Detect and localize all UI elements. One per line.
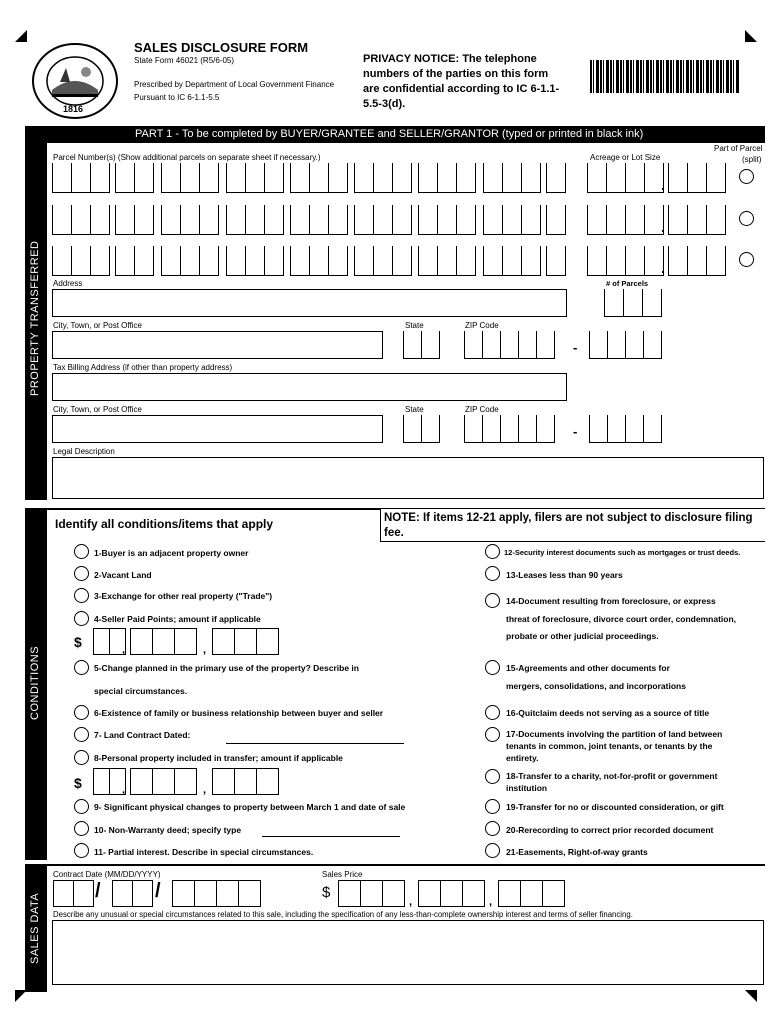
zip-plus4-cell[interactable] xyxy=(607,331,626,359)
amount-digit-cell[interactable] xyxy=(212,628,235,655)
parcel-digit-cell[interactable] xyxy=(52,246,72,276)
price-comma: , xyxy=(489,896,493,908)
amount-digit-cell[interactable] xyxy=(174,768,197,795)
sidebar-conditions xyxy=(25,508,47,860)
sidebar-label-conditions: CONDITIONS xyxy=(29,645,41,720)
condition-1: 1-Buyer is an adjacent property owner xyxy=(94,548,249,558)
special-circumstances-input[interactable] xyxy=(52,920,764,985)
acreage-digit-cell[interactable] xyxy=(687,163,707,193)
parcel-digit-cell[interactable] xyxy=(521,246,541,276)
condition-6: 6-Existence of family or business relationship between buyer and seller xyxy=(94,708,384,718)
condition-15: 15-Agreements and other documents for xyxy=(506,663,670,673)
parcel-digit-cell[interactable] xyxy=(71,163,91,193)
price-comma: , xyxy=(409,896,413,908)
barcode xyxy=(590,60,740,93)
contract-year-cell[interactable] xyxy=(172,880,195,907)
date-slash: / xyxy=(155,880,161,902)
condition-checkbox-right[interactable] xyxy=(485,821,500,836)
condition-16: 16-Quitclaim deeds not serving as a source of title xyxy=(506,708,710,718)
parcel-digit-cell[interactable] xyxy=(502,246,522,276)
amount-comma: , xyxy=(122,784,126,796)
acreage-digit-cell[interactable] xyxy=(587,246,607,276)
sidebar-label-sales: SALES DATA xyxy=(29,892,41,964)
land-contract-date-line[interactable] xyxy=(226,732,404,744)
condition-5: 5-Change planned in the primary use of the property? Describe in xyxy=(94,663,359,673)
parcel-digit-cell[interactable] xyxy=(456,246,476,276)
zip-cell[interactable] xyxy=(536,331,555,359)
parcel-digit-cell[interactable] xyxy=(245,205,265,235)
amount-digit-cell[interactable] xyxy=(152,768,175,795)
state-cell[interactable] xyxy=(421,415,440,443)
sales-price-digit-cell[interactable] xyxy=(520,880,543,907)
parcel-digit-cell[interactable] xyxy=(52,163,72,193)
zip-label: ZIP Code xyxy=(465,321,499,330)
contract-month-cell[interactable] xyxy=(53,880,74,907)
split-label: (split) xyxy=(742,155,762,164)
condition-checkbox-right[interactable] xyxy=(485,727,500,742)
parcel-digit-cell[interactable] xyxy=(245,163,265,193)
amount-digit-cell[interactable] xyxy=(130,768,153,795)
amount-digit-cell[interactable] xyxy=(212,768,235,795)
parcel-digit-cell[interactable] xyxy=(264,163,284,193)
parcel-digit-cell[interactable] xyxy=(328,246,348,276)
sales-price-digit-cell[interactable] xyxy=(498,880,521,907)
condition-18-line-2: institution xyxy=(506,783,548,793)
condition-5-continued: special circumstances. xyxy=(94,686,188,696)
zip-cell[interactable] xyxy=(536,415,555,443)
parcel-digit-cell[interactable] xyxy=(392,163,412,193)
condition-15-line-2: mergers, consolidations, and incorporations xyxy=(506,681,686,691)
pursuant-statute: Pursuant to IC 6-1.1-5.5 xyxy=(134,93,220,102)
sales-price-digit-cell[interactable] xyxy=(440,880,463,907)
acreage-decimal-point: . xyxy=(661,219,665,235)
condition-checkbox-left[interactable] xyxy=(74,660,89,675)
parcel-digit-cell[interactable] xyxy=(392,205,412,235)
state-cell[interactable] xyxy=(403,331,422,359)
parcel-digit-cell[interactable] xyxy=(437,205,457,235)
contract-year-cell[interactable] xyxy=(216,880,239,907)
conditions-note-text: NOTE: If items 12-21 apply, filers are not subject to disclosure filing fee. xyxy=(384,512,753,539)
condition-checkbox-left[interactable] xyxy=(74,843,89,858)
state-cell[interactable] xyxy=(403,415,422,443)
tax-billing-label: Tax Billing Address (if other than property address) xyxy=(53,363,233,372)
parcel-digit-cell[interactable] xyxy=(180,246,200,276)
sales-price-digit-cell[interactable] xyxy=(418,880,441,907)
zip-dash: - xyxy=(573,340,578,355)
contract-month-cell[interactable] xyxy=(73,880,94,907)
parcel-digit-cell[interactable] xyxy=(502,205,522,235)
part-of-parcel-split-checkbox[interactable] xyxy=(739,211,754,226)
zip-label-2: ZIP Code xyxy=(465,405,499,414)
parcel-digit-cell[interactable] xyxy=(290,205,310,235)
parcel-digit-cell[interactable] xyxy=(199,246,219,276)
parcel-digit-cell[interactable] xyxy=(226,205,246,235)
acreage-digit-cell[interactable] xyxy=(625,205,645,235)
parcel-digit-cell[interactable] xyxy=(115,163,135,193)
legal-description-input[interactable] xyxy=(52,457,764,499)
amount-digit-cell[interactable] xyxy=(234,628,257,655)
parcel-digit-cell[interactable] xyxy=(226,246,246,276)
parcel-digit-cell[interactable] xyxy=(226,163,246,193)
acreage-label: Acreage or Lot Size xyxy=(590,153,661,162)
zip-plus4-cell[interactable] xyxy=(643,415,662,443)
parcel-digit-cell[interactable] xyxy=(456,205,476,235)
acreage-digit-cell[interactable] xyxy=(625,246,645,276)
zip-cell[interactable] xyxy=(482,415,501,443)
condition-checkbox-left[interactable] xyxy=(74,727,89,742)
parcel-digit-cell[interactable] xyxy=(161,205,181,235)
condition-21: 21-Easements, Right-of-way grants xyxy=(506,847,648,857)
part1-banner-text: PART 1 - To be completed by BUYER/GRANTEE and SELLER/GRANTOR (typed or printed in black ink) xyxy=(135,128,644,140)
corner-mark-top-left xyxy=(15,30,27,42)
parcel-digit-cell[interactable] xyxy=(52,205,72,235)
acreage-digit-cell[interactable] xyxy=(668,246,688,276)
num-parcels-label: # of Parcels xyxy=(606,279,649,288)
conditions-heading: Identify all conditions/items that apply xyxy=(55,517,274,531)
parcel-digit-cell[interactable] xyxy=(90,205,110,235)
dollar-sign-4: $ xyxy=(74,634,82,650)
city-input[interactable] xyxy=(52,331,383,359)
parcel-digit-cell[interactable] xyxy=(264,205,284,235)
amount-digit-cell[interactable] xyxy=(152,628,175,655)
condition-10: 10- Non-Warranty deed; specify type xyxy=(94,825,242,835)
parcel-digit-cell[interactable] xyxy=(134,163,154,193)
condition-checkbox-right[interactable] xyxy=(485,593,500,608)
parcel-numbers-label: Parcel Number(s) (Show additional parcels on separate sheet if necessary.) xyxy=(53,153,321,162)
condition-2: 2-Vacant Land xyxy=(94,570,152,580)
acreage-decimal-point: . xyxy=(661,177,665,193)
acreage-decimal-point: . xyxy=(661,260,665,276)
amount-digit-cell[interactable] xyxy=(174,628,197,655)
form-title: SALES DISCLOSURE FORM xyxy=(134,40,309,55)
parcel-digit-cell[interactable] xyxy=(354,163,374,193)
zip-cell[interactable] xyxy=(500,331,519,359)
sales-price-dollar: $ xyxy=(322,884,331,901)
city-label-2: City, Town, or Post Office xyxy=(53,405,142,414)
parcel-digit-cell[interactable] xyxy=(502,163,522,193)
condition-checkbox-right[interactable] xyxy=(485,566,500,581)
parcel-digit-cell[interactable] xyxy=(373,163,393,193)
parcel-digit-cell[interactable] xyxy=(418,163,438,193)
num-parcels-cell[interactable] xyxy=(623,289,643,317)
part-of-parcel-label: Part of Parcel xyxy=(714,144,763,153)
condition-7: 7- Land Contract Dated: xyxy=(94,730,191,740)
parcel-digit-cell[interactable] xyxy=(546,163,566,193)
state-label-2: State xyxy=(405,405,424,414)
parcel-digit-cell[interactable] xyxy=(521,163,541,193)
condition-checkbox-right[interactable] xyxy=(485,660,500,675)
parcel-digit-cell[interactable] xyxy=(483,205,503,235)
acreage-digit-cell[interactable] xyxy=(606,163,626,193)
condition-checkbox-left[interactable] xyxy=(74,566,89,581)
parcel-digit-cell[interactable] xyxy=(180,205,200,235)
dollar-sign-8: $ xyxy=(74,775,82,791)
zip-cell[interactable] xyxy=(518,415,537,443)
acreage-digit-cell[interactable] xyxy=(625,163,645,193)
zip-plus4-cell[interactable] xyxy=(643,331,662,359)
condition-18: 18-Transfer to a charity, not-for-profit or government xyxy=(506,771,718,781)
condition-checkbox-left[interactable] xyxy=(74,588,89,603)
privacy-notice: PRIVACY NOTICE: The telephone numbers of the parties on this form are confidential according to IC 6-1.1-5.5-3(d). xyxy=(363,53,560,110)
contract-year-cell[interactable] xyxy=(238,880,261,907)
corner-mark-top-right xyxy=(745,30,757,42)
condition-19: 19-Transfer for no or discounted consideration, or gift xyxy=(506,802,724,812)
zip-plus4-cell[interactable] xyxy=(607,415,626,443)
sidebar-property-transferred xyxy=(25,126,47,500)
contract-day-cell[interactable] xyxy=(112,880,133,907)
city-label: City, Town, or Post Office xyxy=(53,321,142,330)
zip-cell[interactable] xyxy=(464,415,483,443)
acreage-digit-cell[interactable] xyxy=(587,163,607,193)
amount-comma: , xyxy=(203,784,207,796)
condition-checkbox-right[interactable] xyxy=(485,843,500,858)
seal-year: 1816 xyxy=(63,104,84,114)
zip-plus4-cell[interactable] xyxy=(625,331,644,359)
legal-description-label: Legal Description xyxy=(53,447,115,456)
condition-17: 17-Documents involving the partition of land between xyxy=(506,729,723,739)
condition-17-line-2: tenants in common, joint tenants, or tenants by the xyxy=(506,741,713,751)
acreage-digit-cell[interactable] xyxy=(706,205,726,235)
tax-billing-address-input[interactable] xyxy=(52,373,567,401)
sales-price-digit-cell[interactable] xyxy=(382,880,405,907)
num-parcels-cell[interactable] xyxy=(642,289,662,317)
condition-4: 4-Seller Paid Points; amount if applicable xyxy=(94,614,261,624)
describe-circumstances-label: Describe any unusual or special circumstances related to this sale, including the specification of any less-than-complete ownership interest and terms of seller financing. xyxy=(53,910,633,919)
condition-14: 14-Document resulting from foreclosure, or express xyxy=(506,596,716,606)
condition-checkbox-right[interactable] xyxy=(485,769,500,784)
contract-day-cell[interactable] xyxy=(132,880,153,907)
condition-8: 8-Personal property included in transfer; amount if applicable xyxy=(94,753,343,763)
part-of-parcel-split-checkbox[interactable] xyxy=(739,252,754,267)
parcel-digit-cell[interactable] xyxy=(161,163,181,193)
deed-type-line[interactable] xyxy=(262,826,400,837)
sales-price-digit-cell[interactable] xyxy=(360,880,383,907)
condition-11: 11- Partial interest. Describe in special circumstances. xyxy=(94,847,314,857)
parcel-digit-cell[interactable] xyxy=(521,205,541,235)
state-seal xyxy=(30,42,120,120)
state-form-number: State Form 46021 (R5/6-05) xyxy=(134,56,235,65)
sales-top-rule xyxy=(47,864,765,866)
parcel-digit-cell[interactable] xyxy=(437,246,457,276)
corner-mark-bottom-right xyxy=(745,990,757,1002)
zip-plus4-cell[interactable] xyxy=(589,415,608,443)
sales-price-digit-cell[interactable] xyxy=(462,880,485,907)
condition-14-line-3: probate or other judicial proceedings. xyxy=(506,631,659,641)
zip-cell[interactable] xyxy=(464,331,483,359)
parcel-digit-cell[interactable] xyxy=(309,205,329,235)
acreage-digit-cell[interactable] xyxy=(706,163,726,193)
parcel-digit-cell[interactable] xyxy=(354,246,374,276)
parcel-digit-cell[interactable] xyxy=(115,205,135,235)
sales-price-label: Sales Price xyxy=(322,870,363,879)
address-label: Address xyxy=(53,279,83,288)
condition-20: 20-Rerecording to correct prior recorded document xyxy=(506,825,714,835)
acreage-digit-cell[interactable] xyxy=(587,205,607,235)
amount-comma: , xyxy=(122,644,126,656)
acreage-digit-cell[interactable] xyxy=(606,205,626,235)
condition-checkbox-left[interactable] xyxy=(74,705,89,720)
acreage-digit-cell[interactable] xyxy=(687,205,707,235)
condition-checkbox-left[interactable] xyxy=(74,750,89,765)
parcel-digit-cell[interactable] xyxy=(90,246,110,276)
amount-digit-cell[interactable] xyxy=(256,628,279,655)
parcel-digit-cell[interactable] xyxy=(546,205,566,235)
state-cell[interactable] xyxy=(421,331,440,359)
parcel-digit-cell[interactable] xyxy=(309,246,329,276)
parcel-digit-cell[interactable] xyxy=(71,246,91,276)
city-input-2[interactable] xyxy=(52,415,383,443)
amount-digit-cell[interactable] xyxy=(234,768,257,795)
parcel-digit-cell[interactable] xyxy=(180,163,200,193)
prescribed-by: Prescribed by Department of Local Government Finance xyxy=(134,80,335,89)
zip-dash: - xyxy=(573,424,578,439)
address-input[interactable] xyxy=(52,289,567,317)
zip-cell[interactable] xyxy=(500,415,519,443)
parcel-digit-cell[interactable] xyxy=(373,246,393,276)
parcel-digit-cell[interactable] xyxy=(264,246,284,276)
acreage-digit-cell[interactable] xyxy=(687,246,707,276)
parcel-digit-cell[interactable] xyxy=(290,246,310,276)
condition-13: 13-Leases less than 90 years xyxy=(506,570,623,580)
acreage-digit-cell[interactable] xyxy=(668,163,688,193)
condition-checkbox-right[interactable] xyxy=(485,705,500,720)
parcel-digit-cell[interactable] xyxy=(328,205,348,235)
condition-checkbox-left[interactable] xyxy=(74,821,89,836)
condition-checkbox-right[interactable] xyxy=(485,544,500,559)
parcel-digit-cell[interactable] xyxy=(245,246,265,276)
condition-3: 3-Exchange for other real property ("Trade") xyxy=(94,591,273,601)
parcel-digit-cell[interactable] xyxy=(418,205,438,235)
sales-price-digit-cell[interactable] xyxy=(338,880,361,907)
condition-17-line-3: entirety. xyxy=(506,753,539,763)
condition-checkbox-left[interactable] xyxy=(74,611,89,626)
sidebar-sales-data xyxy=(25,864,47,992)
condition-checkbox-right[interactable] xyxy=(485,799,500,814)
parcel-digit-cell[interactable] xyxy=(392,246,412,276)
amount-digit-cell[interactable] xyxy=(93,628,110,655)
parcel-digit-cell[interactable] xyxy=(437,163,457,193)
parcel-digit-cell[interactable] xyxy=(161,246,181,276)
parcel-digit-cell[interactable] xyxy=(199,205,219,235)
parcel-digit-cell[interactable] xyxy=(134,205,154,235)
amount-comma: , xyxy=(203,644,207,656)
acreage-digit-cell[interactable] xyxy=(706,246,726,276)
zip-plus4-cell[interactable] xyxy=(589,331,608,359)
parcel-digit-cell[interactable] xyxy=(290,163,310,193)
zip-cell[interactable] xyxy=(482,331,501,359)
parcel-digit-cell[interactable] xyxy=(418,246,438,276)
condition-14-line-2: threat of foreclosure, divorce court order, condemnation, xyxy=(506,614,737,624)
parcel-digit-cell[interactable] xyxy=(115,246,135,276)
amount-digit-cell[interactable] xyxy=(130,628,153,655)
parcel-digit-cell[interactable] xyxy=(309,163,329,193)
contract-year-cell[interactable] xyxy=(194,880,217,907)
contract-date-label: Contract Date (MM/DD/YYYY) xyxy=(53,870,161,879)
parcel-digit-cell[interactable] xyxy=(546,246,566,276)
parcel-digit-cell[interactable] xyxy=(199,163,219,193)
sales-price-digit-cell[interactable] xyxy=(542,880,565,907)
parcel-digit-cell[interactable] xyxy=(71,205,91,235)
zip-plus4-cell[interactable] xyxy=(625,415,644,443)
sidebar-label-property: PROPERTY TRANSFERRED xyxy=(29,240,41,396)
parcel-digit-cell[interactable] xyxy=(483,246,503,276)
num-parcels-cell[interactable] xyxy=(604,289,624,317)
amount-digit-cell[interactable] xyxy=(93,768,110,795)
zip-cell[interactable] xyxy=(518,331,537,359)
acreage-digit-cell[interactable] xyxy=(668,205,688,235)
condition-checkbox-left[interactable] xyxy=(74,544,89,559)
condition-9: 9- Significant physical changes to property between March 1 and date of sale xyxy=(94,802,406,812)
parcel-digit-cell[interactable] xyxy=(373,205,393,235)
parcel-digit-cell[interactable] xyxy=(90,163,110,193)
date-slash: / xyxy=(95,880,101,902)
part-of-parcel-split-checkbox[interactable] xyxy=(739,169,754,184)
amount-digit-cell[interactable] xyxy=(256,768,279,795)
condition-checkbox-left[interactable] xyxy=(74,799,89,814)
parcel-digit-cell[interactable] xyxy=(134,246,154,276)
parcel-digit-cell[interactable] xyxy=(483,163,503,193)
parcel-digit-cell[interactable] xyxy=(456,163,476,193)
parcel-digit-cell[interactable] xyxy=(328,163,348,193)
acreage-digit-cell[interactable] xyxy=(606,246,626,276)
condition-12: 12-Security interest documents such as mortgages or trust deeds. xyxy=(504,548,741,557)
state-label: State xyxy=(405,321,424,330)
parcel-digit-cell[interactable] xyxy=(354,205,374,235)
